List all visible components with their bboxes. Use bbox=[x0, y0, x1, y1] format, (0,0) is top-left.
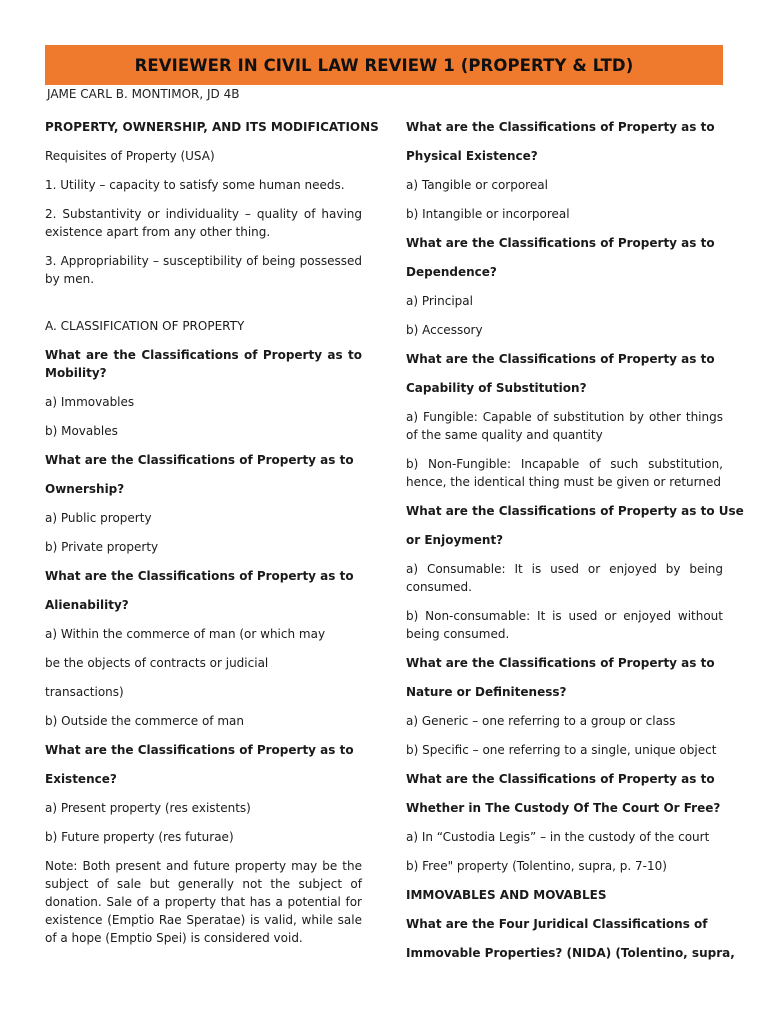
answer-existence-a: a) Present property (res existents) bbox=[45, 801, 251, 815]
classification-title: A. CLASSIFICATION OF PROPERTY bbox=[45, 319, 245, 333]
question-dependence-line2: Dependence? bbox=[406, 265, 497, 279]
answer-alienability-a2: be the objects of contracts or judicial bbox=[45, 656, 269, 670]
immovables-title: IMMOVABLES AND MOVABLES bbox=[406, 888, 607, 902]
answer-substitution-a: a) Fungible: Capable of substitution by other things of the same quality and quantity bbox=[406, 410, 723, 442]
question-existence-line1: What are the Classifications of Property as to bbox=[45, 743, 354, 757]
answer-custody-a: a) In “Custodia Legis” – in the custody of the court bbox=[406, 830, 710, 844]
question-dependence-line1: What are the Classifications of Property as to bbox=[406, 236, 715, 250]
answer-dependence-b: b) Accessory bbox=[406, 323, 483, 337]
answer-use-a: a) Consumable: It is used or enjoyed by being consumed. bbox=[406, 562, 723, 594]
question-custody-line2: Whether in The Custody Of The Court Or Free? bbox=[406, 801, 721, 815]
answer-substitution-b: b) Non-Fungible: Incapable of such substitution, hence, the identical thing must be given or returned bbox=[406, 457, 723, 489]
answer-use-b: b) Non-consumable: It is used or enjoyed without being consumed. bbox=[406, 609, 723, 641]
question-ownership-line2: Ownership? bbox=[45, 482, 125, 496]
requisite-1: 1. Utility – capacity to satisfy some human needs. bbox=[45, 178, 345, 192]
answer-alienability-b: b) Outside the commerce of man bbox=[45, 714, 244, 728]
question-four-line1: What are the Four Juridical Classifications of bbox=[406, 917, 708, 931]
answer-mobility-b: b) Movables bbox=[45, 424, 118, 438]
answer-nature-a: a) Generic – one referring to a group or class bbox=[406, 714, 676, 728]
note-paragraph: Note: Both present and future property may be the subject of sale but generally not the subject of donation. Sale of a property that has a potential for existence (Emptio Rae Speratae) is valid, while sale of a hope (Emptio Spei) is considered void. bbox=[45, 859, 362, 945]
section-title: PROPERTY, OWNERSHIP, AND ITS MODIFICATIONS bbox=[45, 120, 379, 134]
title-banner bbox=[45, 45, 723, 85]
answer-physical-b: b) Intangible or incorporeal bbox=[406, 207, 570, 221]
question-alienability-line2: Alienability? bbox=[45, 598, 129, 612]
question-ownership-line1: What are the Classifications of Property as to bbox=[45, 453, 354, 467]
document-title: REVIEWER IN CIVIL LAW REVIEW 1 (PROPERTY & LTD) bbox=[134, 55, 634, 75]
answer-alienability-a3: transactions) bbox=[45, 685, 124, 699]
answer-dependence-a: a) Principal bbox=[406, 294, 473, 308]
answer-physical-a: a) Tangible or corporeal bbox=[406, 178, 548, 192]
question-mobility: What are the Classifications of Property as to Mobility? bbox=[45, 348, 362, 380]
question-use-line2: or Enjoyment? bbox=[406, 533, 504, 547]
answer-mobility-a: a) Immovables bbox=[45, 395, 135, 409]
question-use-line1: What are the Classifications of Property as to Use bbox=[406, 504, 744, 518]
question-physical-line1: What are the Classifications of Property as to bbox=[406, 120, 715, 134]
answer-nature-b: b) Specific – one referring to a single, unique object bbox=[406, 743, 717, 757]
question-four-line2: Immovable Properties? (NIDA) (Tolentino, supra, bbox=[406, 946, 735, 960]
question-custody-line1: What are the Classifications of Property as to bbox=[406, 772, 715, 786]
answer-alienability-a1: a) Within the commerce of man (or which may bbox=[45, 627, 326, 641]
author-line: JAME CARL B. MONTIMOR, JD 4B bbox=[47, 87, 240, 101]
answer-ownership-b: b) Private property bbox=[45, 540, 159, 554]
question-substitution-line1: What are the Classifications of Property as to bbox=[406, 352, 715, 366]
left-column bbox=[45, 118, 379, 958]
requisite-2: 2. Substantivity or individuality – quality of having existence apart from any other thing. bbox=[45, 207, 362, 239]
answer-ownership-a: a) Public property bbox=[45, 511, 152, 525]
question-existence-line2: Existence? bbox=[45, 772, 117, 786]
question-nature-line2: Nature or Definiteness? bbox=[406, 685, 567, 699]
answer-existence-b: b) Future property (res futurae) bbox=[45, 830, 234, 844]
requisites-title: Requisites of Property (USA) bbox=[45, 149, 215, 163]
spacer bbox=[45, 299, 362, 317]
requisite-3: 3. Appropriability – susceptibility of being possessed by men. bbox=[45, 254, 362, 286]
question-physical-line2: Physical Existence? bbox=[406, 149, 538, 163]
answer-custody-b: b) Free" property (Tolentino, supra, p. 7-10) bbox=[406, 859, 667, 873]
question-substitution-line2: Capability of Substitution? bbox=[406, 381, 587, 395]
right-column bbox=[406, 118, 744, 973]
question-alienability-line1: What are the Classifications of Property as to bbox=[45, 569, 354, 583]
question-nature-line1: What are the Classifications of Property as to bbox=[406, 656, 715, 670]
